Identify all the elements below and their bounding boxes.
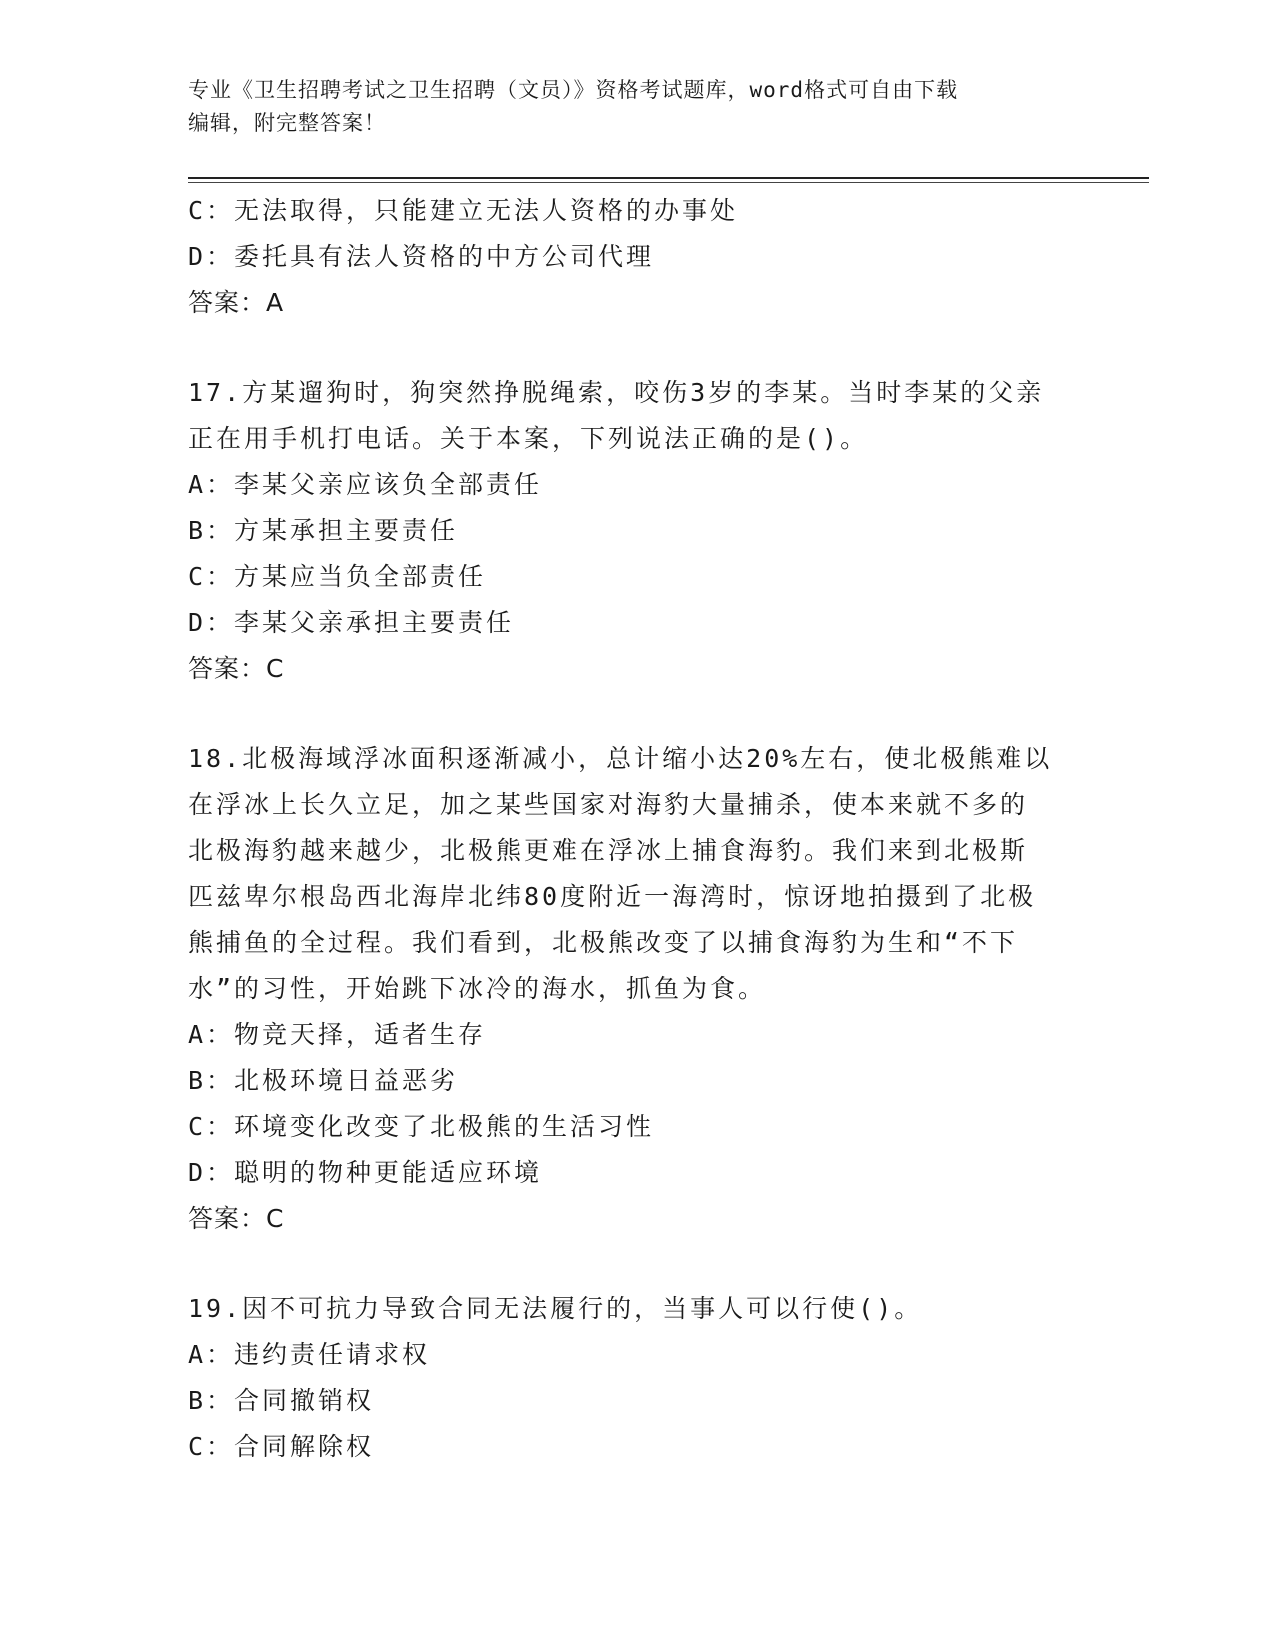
header-line-1: 专业《卫生招聘考试之卫生招聘（文员）》资格考试题库，word格式可自由下载 — [188, 78, 959, 102]
option-d: D：李某父亲承担主要责任 — [188, 608, 515, 637]
question-stem-line: 水”的习性，开始跳下冰冷的海水，抓鱼为食。 — [188, 974, 767, 1003]
question-stem-line: 熊捕鱼的全过程。我们看到，北极熊改变了以捕食海豹为生和“不下 — [188, 928, 1019, 957]
question-stem-line: 19.因不可抗力导致合同无法履行的，当事人可以行使()。 — [188, 1294, 923, 1323]
option-d: D：委托具有法人资格的中方公司代理 — [188, 242, 655, 271]
question-16-tail — [188, 188, 1088, 326]
question-stem-line: 17.方某遛狗时，狗突然挣脱绳索，咬伤3岁的李某。当时李某的父亲 — [188, 378, 1045, 407]
answer: 答案：C — [188, 654, 285, 683]
option-c: C：环境变化改变了北极熊的生活习性 — [188, 1112, 655, 1141]
option-c: C：合同解除权 — [188, 1432, 375, 1461]
question-19 — [188, 1286, 1088, 1470]
header-divider-thick — [188, 177, 1149, 179]
header-line-2: 编辑，附完整答案！ — [188, 111, 386, 135]
answer: 答案：C — [188, 1204, 285, 1233]
option-a: A：物竞天择，适者生存 — [188, 1020, 487, 1049]
option-a: A：李某父亲应该负全部责任 — [188, 470, 543, 499]
question-stem-line: 匹兹卑尔根岛西北海岸北纬80度附近一海湾时，惊讶地拍摄到了北极 — [188, 882, 1037, 911]
question-stem-line: 北极海豹越来越少，北极熊更难在浮冰上捕食海豹。我们来到北极斯 — [188, 836, 1029, 865]
question-list — [188, 188, 1088, 1470]
question-stem-line: 正在用手机打电话。关于本案，下列说法正确的是()。 — [188, 424, 869, 453]
option-d: D：聪明的物种更能适应环境 — [188, 1158, 543, 1187]
option-a: A：违约责任请求权 — [188, 1340, 431, 1369]
answer: 答案：A — [188, 288, 285, 317]
option-c: C：方某应当负全部责任 — [188, 562, 487, 591]
document-header — [188, 74, 1088, 140]
option-b: B：北极环境日益恶劣 — [188, 1066, 459, 1095]
header-divider-thin — [188, 182, 1149, 183]
question-stem-line: 在浮冰上长久立足，加之某些国家对海豹大量捕杀，使本来就不多的 — [188, 790, 1029, 819]
question-18 — [188, 736, 1088, 1242]
option-b: B：方某承担主要责任 — [188, 516, 459, 545]
question-17 — [188, 370, 1088, 692]
option-b: B：合同撤销权 — [188, 1386, 375, 1415]
question-stem-line: 18.北极海域浮冰面积逐渐减小，总计缩小达20%左右，使北极熊难以 — [188, 744, 1053, 773]
option-c: C：无法取得，只能建立无法人资格的办事处 — [188, 196, 739, 225]
